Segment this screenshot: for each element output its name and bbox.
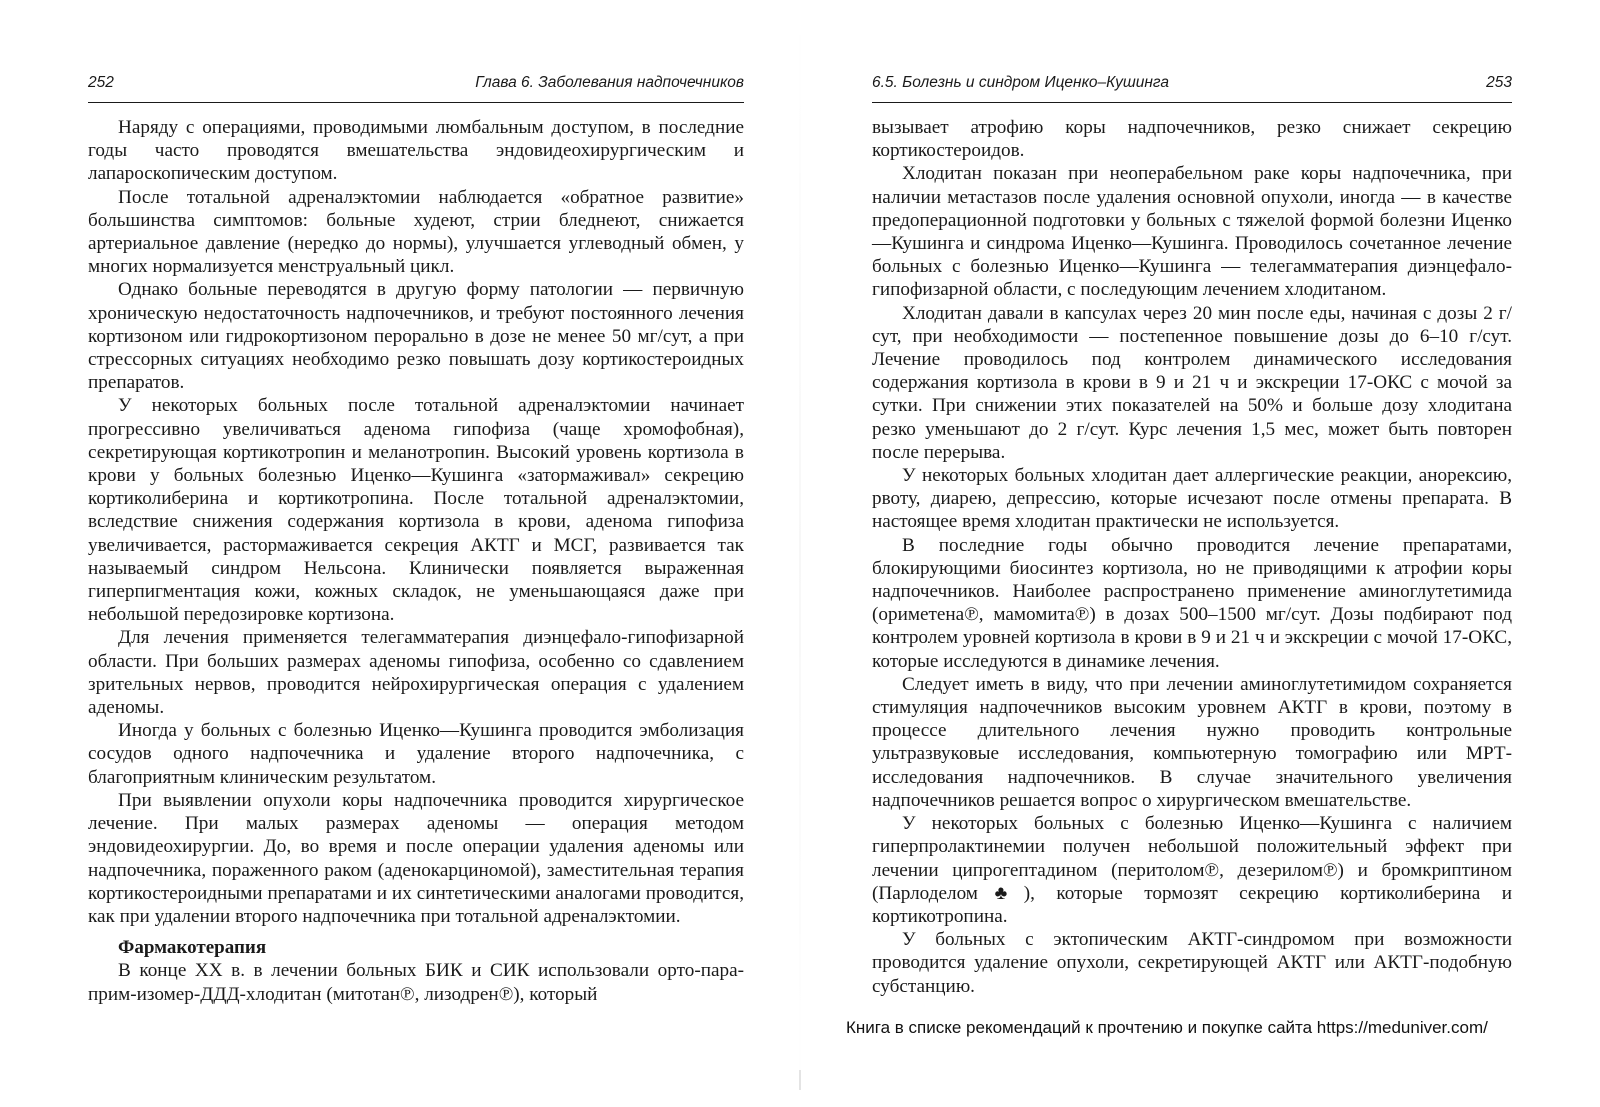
paragraph: Для лечения применяется телегамматерапия диэнцефало-гипофизарной области. При больших размерах аденомы гипофиза, особенно со сдавлением зрительных нервов, проводится нейрохирургическая операция с удалением аденомы. bbox=[88, 627, 744, 719]
paragraph: При выявлении опухоли коры надпочечника проводится хирургическое лечение. При малых размерах аденомы — операция методом эндовидеохирургии. До, во время и после операции удаления аденомы или надпочечника, пораженного раком (аденокарциномой), заместительная терапия кортикостероидными препаратами и их синтетическими аналогами проводится, как при удалении второго надпочечника при тотальной адреналэктомии. bbox=[88, 789, 744, 927]
spine-mark bbox=[799, 1070, 801, 1090]
right-body-text bbox=[872, 116, 1512, 998]
right-page bbox=[872, 0, 1512, 1107]
paragraph: В последние годы обычно проводится лечение препаратами, блокирующими биосинтез кортизола, но не приводящими к атрофии коры надпочечников. Наиболее распространено применение аминоглутетимида (ориметена℗, мамомита℗) в дозах 500–1500 мг/сут. Дозы подбирают под контролем уровней кортизола в крови в 9 и 21 ч и экскреции с мочой 17-ОКС, которые исследуются в динамике лечения. bbox=[872, 534, 1512, 672]
left-running-head bbox=[88, 74, 744, 103]
paragraph: У некоторых больных хлодитан дает аллергические реакции, анорексию, рвоту, диарею, депрессию, которые исчезают после отмены препарата. В настоящее время хлодитан практически не используется. bbox=[872, 465, 1512, 533]
footer-note: Книга в списке рекомендаций к прочтению и покупке сайта https://meduniver.com/ bbox=[846, 1018, 1488, 1037]
section-heading: Фармакотерапия bbox=[118, 937, 267, 959]
book-spine-shadow bbox=[799, 0, 801, 1107]
right-running-head bbox=[872, 74, 1512, 103]
left-page bbox=[88, 0, 744, 1107]
paragraph: Иногда у больных с болезнью Иценко—Кушинга проводится эмболизация сосудов одного надпочечника и удаление второго надпочечника, с благоприятным клиническим результатом. bbox=[88, 720, 744, 788]
paragraph: После тотальной адреналэктомии наблюдается «обратное развитие» большинства симптомов: больные худеют, стрии бледнеют, снижается артериальное давление (нередко до нормы), улучшается углеводный обмен, у многих нормализуется менструальный цикл. bbox=[88, 186, 744, 278]
paragraph: В конце XX в. в лечении больных БИК и СИК использовали орто-пара-прим-изомер-ДДД-хлодитан (митотан℗, лизодрен℗), который bbox=[88, 960, 744, 1005]
paragraph: Следует иметь в виду, что при лечении аминоглутетимидом сохраняется стимуляция надпочечников высоким уровнем АКТГ в крови, поэтому в процессе длительного лечения нужно проводить контрольные ультразвуковые исследования, компьютерную томографию или МРТ-исследования надпочечников. В случае значительного увеличения надпочечников решается вопрос о хирургическом вмешательстве. bbox=[872, 673, 1512, 811]
left-running-title: Глава 6. Заболевания надпочечников bbox=[475, 74, 744, 91]
left-body-text bbox=[88, 116, 744, 1006]
left-page-number: 252 bbox=[88, 74, 114, 91]
paragraph: У некоторых больных с болезнью Иценко—Кушинга с наличием гиперпролактинемии получен небольшой положительный эффект при лечении ципрогептадином (перитолом℗, дезерилом℗) и бромкриптином (Парлоделом♣), которые тормозят секрецию кортиколиберина и кортикотропина. bbox=[872, 813, 1512, 927]
paragraph: Наряду с операциями, проводимыми люмбальным доступом, в последние годы часто проводятся вмешательства эндовидеохирургическим и лапароскопическим доступом. bbox=[88, 117, 744, 185]
right-page-number: 253 bbox=[1486, 74, 1512, 91]
paragraph: У некоторых больных после тотальной адреналэктомии начинает прогрессивно увеличиваться аденома гипофиза (чаще хромофобная), секретирующая кортикотропин и меланотропин. Высокий уровень кортизола в крови у больных болезнью Иценко—Кушинга «затормаживал» секрецию кортиколиберина и кортикотропина. После тотальной адреналэктомии, вследствие снижения содержания кортизола в крови, аденома гипофиза увеличивается, растормаживается секреция АКТГ и МСГ, развивается так называемый синдром Нельсона. Клинически появляется выраженная гиперпигментация кожи, кожных складок, не уменьшающаяся даже при небольшой передозировке кортизона. bbox=[88, 395, 744, 626]
paragraph-continuation: вызывает атрофию коры надпочечников, резко снижает секрецию кортикостероидов. bbox=[872, 117, 1512, 162]
paragraph: Хлодитан давали в капсулах через 20 мин после еды, начиная с дозы 2 г/сут, при необходимости — постепенное повышение дозы до 6–10 г/сут. Лечение проводилось под контролем динамического исследования содержания кортизола в крови в 9 и 21 ч и экскреции 17-ОКС с мочой за сутки. При снижении этих показателей на 50% и больше дозу хлодитана резко уменьшают до 2 г/сут. Курс лечения 1,5 мес, может быть повторен после перерыва. bbox=[872, 302, 1512, 463]
paragraph: У больных с эктопическим АКТГ-синдромом при возможности проводится удаление опухоли, секретирующей АКТГ или АКТГ-подобную субстанцию. bbox=[872, 929, 1512, 997]
section-gap bbox=[88, 928, 744, 936]
right-running-title: 6.5. Болезнь и синдром Иценко–Кушинга bbox=[872, 74, 1169, 91]
paragraph: Хлодитан показан при неоперабельном раке коры надпочечника, при наличии метастазов после удаления основной опухоли, иногда — в качестве предоперационной подготовки у больных с тяжелой формой болезни Иценко—Кушинга и синдрома Иценко—Кушинга. Проводилось сочетанное лечение больных с болезнью Иценко—Кушинга — телегамматерапия диэнцефало-гипофизарной области, с последующим лечением хлодитаном. bbox=[872, 163, 1512, 301]
paragraph: Однако больные переводятся в другую форму патологии — первичную хроническую недостаточность надпочечников, и требуют постоянного лечения кортизоном или гидрокортизоном перорально в дозе не менее 50 мг/сут, а при стрессорных ситуациях необходимо резко повышать дозу кортикостероидных препаратов. bbox=[88, 279, 744, 394]
